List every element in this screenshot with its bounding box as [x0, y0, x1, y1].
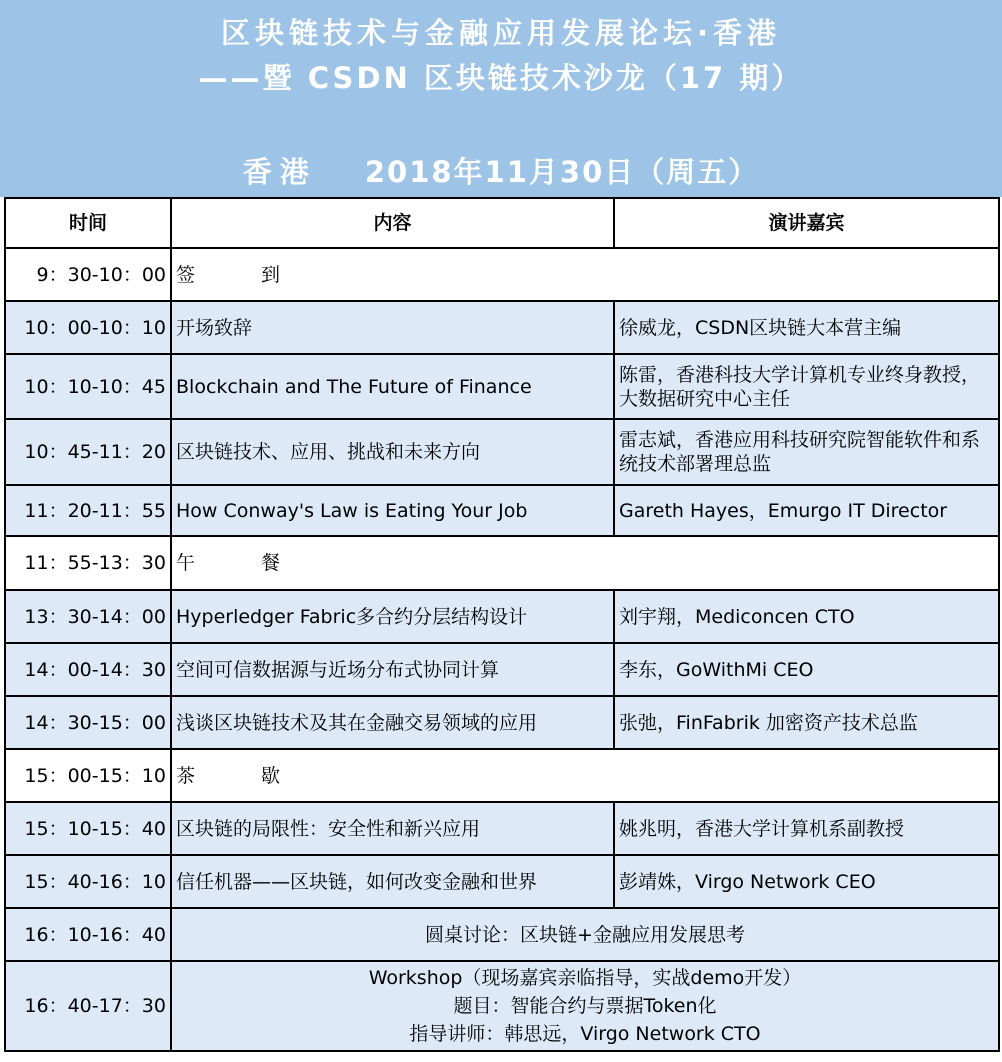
row-time: 16：10-16：40: [5, 908, 171, 961]
row-time: 10：10-10：45: [5, 354, 171, 419]
row-time: 10：45-11：20: [5, 419, 171, 485]
forum-title: 区块链技术与金融应用发展论坛·香港: [220, 16, 782, 50]
row-time: 14：00-14：30: [5, 643, 171, 696]
row-time: 11：55-13：30: [5, 536, 171, 590]
schedule-table: [4, 197, 1000, 1052]
row-speaker: 姚兆明，香港大学计算机系副教授: [614, 802, 999, 855]
table-row: [5, 961, 999, 1051]
table-row: [5, 354, 999, 419]
workshop-instructor: 指导讲师：韩思远，Virgo Network CTO: [409, 1023, 761, 1045]
row-time: 10：00-10：10: [5, 301, 171, 354]
table-row: [5, 643, 999, 696]
row-content: 空间可信数据源与近场分布式协同计算: [171, 643, 614, 696]
workshop-topic: 题目：智能合约与票据Token化: [453, 995, 717, 1017]
row-content: 区块链技术、应用、挑战和未来方向: [171, 419, 614, 485]
table-row: [5, 485, 999, 536]
row-speaker: 刘宇翔，Mediconcen CTO: [614, 590, 999, 643]
table-row: [5, 908, 999, 961]
workshop-content: [171, 961, 999, 1051]
row-content: 开场致辞: [171, 301, 614, 354]
forum-date: 2018年11月30日（周五）: [364, 155, 760, 189]
table-row: [5, 536, 999, 590]
row-speaker: Gareth Hayes，Emurgo IT Director: [614, 485, 999, 536]
row-time: 16：40-17：30: [5, 961, 171, 1051]
row-time: 15：00-15：10: [5, 749, 171, 802]
row-time: 9：30-10：00: [5, 248, 171, 301]
table-row: [5, 419, 999, 485]
forum-date-line: [0, 154, 1002, 190]
table-row: [5, 855, 999, 908]
table-header-row: [5, 198, 999, 248]
row-time: 11：20-11：55: [5, 485, 171, 536]
column-header-speaker: 演讲嘉宾: [614, 198, 999, 248]
table-row: [5, 696, 999, 749]
column-header-content: 内容: [171, 198, 614, 248]
row-time: 13：30-14：00: [5, 590, 171, 643]
row-content: 茶 歇: [171, 749, 999, 802]
table-row: [5, 301, 999, 354]
forum-city: 香港: [242, 155, 317, 189]
row-speaker: 雷志斌，香港应用科技研究院智能软件和系统技术部署理总监: [614, 419, 999, 485]
row-content: 签 到: [171, 248, 999, 301]
workshop-title: Workshop（现场嘉宾亲临指导，实战demo开发）: [368, 967, 802, 989]
row-speaker: 李东，GoWithMi CEO: [614, 643, 999, 696]
row-content: Blockchain and The Future of Finance: [171, 354, 614, 419]
row-time: 14：30-15：00: [5, 696, 171, 749]
row-speaker: 彭靖姝，Virgo Network CEO: [614, 855, 999, 908]
row-speaker: 徐威龙，CSDN区块链大本营主编: [614, 301, 999, 354]
roundtable-content: 圆桌讨论：区块链+金融应用发展思考: [171, 908, 999, 961]
forum-subtitle: ——暨 CSDN 区块链技术沙龙（17 期）: [198, 61, 804, 95]
row-content: How Conway's Law is Eating Your Job: [171, 485, 614, 536]
row-content: 午 餐: [171, 536, 999, 590]
row-speaker: 张弛，FinFabrik 加密资产技术总监: [614, 696, 999, 749]
row-content: 浅谈区块链技术及其在金融交易领域的应用: [171, 696, 614, 749]
table-row: [5, 749, 999, 802]
row-content: 信任机器——区块链，如何改变金融和世界: [171, 855, 614, 908]
row-content: Hyperledger Fabric多合约分层结构设计: [171, 590, 614, 643]
column-header-time: 时间: [5, 198, 171, 248]
row-time: 15：40-16：10: [5, 855, 171, 908]
table-row: [5, 248, 999, 301]
row-speaker: 陈雷，香港科技大学计算机专业终身教授，大数据研究中心主任: [614, 354, 999, 419]
row-content: 区块链的局限性：安全性和新兴应用: [171, 802, 614, 855]
header-banner: [0, 0, 1002, 197]
table-row: [5, 590, 999, 643]
row-time: 15：10-15：40: [5, 802, 171, 855]
table-row: [5, 802, 999, 855]
